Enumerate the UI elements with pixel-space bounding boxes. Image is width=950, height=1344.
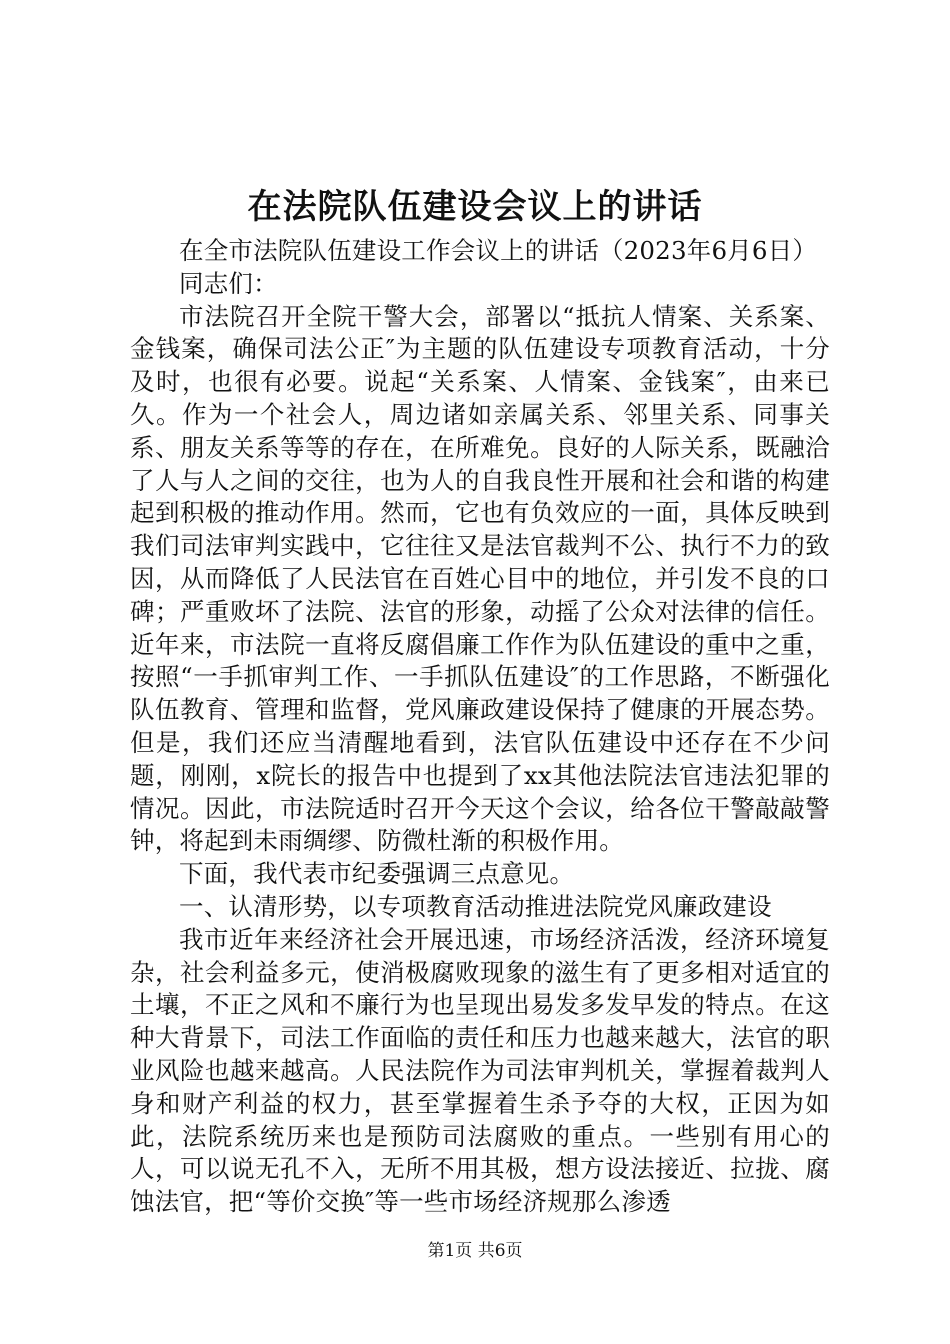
document-title: 在法院队伍建设会议上的讲话 [247, 187, 703, 227]
page-footer: 第1页 共6页 [427, 1241, 523, 1261]
paragraph-salutation: 同志们： [179, 268, 278, 298]
paragraph: 下面，我代表市纪委强调三点意见。 [179, 859, 575, 889]
paragraph: 我市近年来经济社会开展迅速，市场经济活泼，经济环境复杂，社会利益多元，使消极腐败现象的滋生有了更多相对适宜的土壤，不正之风和不廉行为也呈现出易发多发早发的特点。在这种大背景下，司法工作面临的责任和压力也越来越大，法官的职业风险也越来越高。人民法院作为司法审判机关，掌握着裁判人身和财产利益的权力，甚至掌握着生杀予夺的大权，正因为如此，法院系统历来也是预防司法腐败的重点。一些别有用心的人，可以说无孔不入，无所不用其极，想方设法接近、拉拢、腐蚀法官，把“等价交换″等一些市场经济规那么渗透 [130, 924, 830, 1217]
paragraph: 市法院召开全院干警大会，部署以“抵抗人情案、关系案、金钱案，确保司法公正″为主题的队伍建设专项教育活动，十分及时，也很有必要。说起“关系案、人情案、金钱案″，由来已久。作为一个社会人，周边诸如亲属关系、邻里关系、同事关系、朋友关系等等的存在，在所难免。良好的人际关系，既融洽了人与人之间的交往，也为人的自我良性开展和社会和谐的构建起到积极的推动作用。然而，它也有负效应的一面，具体反映到我们司法审判实践中，它往往又是法官裁判不公、执行不力的致因，从而降低了人民法官在百姓心目中的地位，并引发不良的口碑；严重败坏了法院、法官的形象，动摇了公众对法律的信任。近年来，市法院一直将反腐倡廉工作作为队伍建设的重中之重，按照“一手抓审判工作、一手抓队伍建设″的工作思路，不断强化队伍教育、管理和监督，党风廉政建设保持了健康的开展态势。但是，我们还应当清醒地看到，法官队伍建设中还存在不少问题，刚刚，x院长的报告中也提到了xx其他法院法官违法犯罪的情况。因此，市法院适时召开今天这个会议，给各位干警敲敲警钟，将起到未雨绸缪、防微杜渐的积极作用。 [130, 301, 830, 856]
section-heading: 一、认清形势，以专项教育活动推进法院党风廉政建设 [179, 891, 772, 921]
paragraph-subtitle: 在全市法院队伍建设工作会议上的讲话（2023年6月6日） [179, 236, 818, 265]
document-body [130, 235, 830, 1219]
